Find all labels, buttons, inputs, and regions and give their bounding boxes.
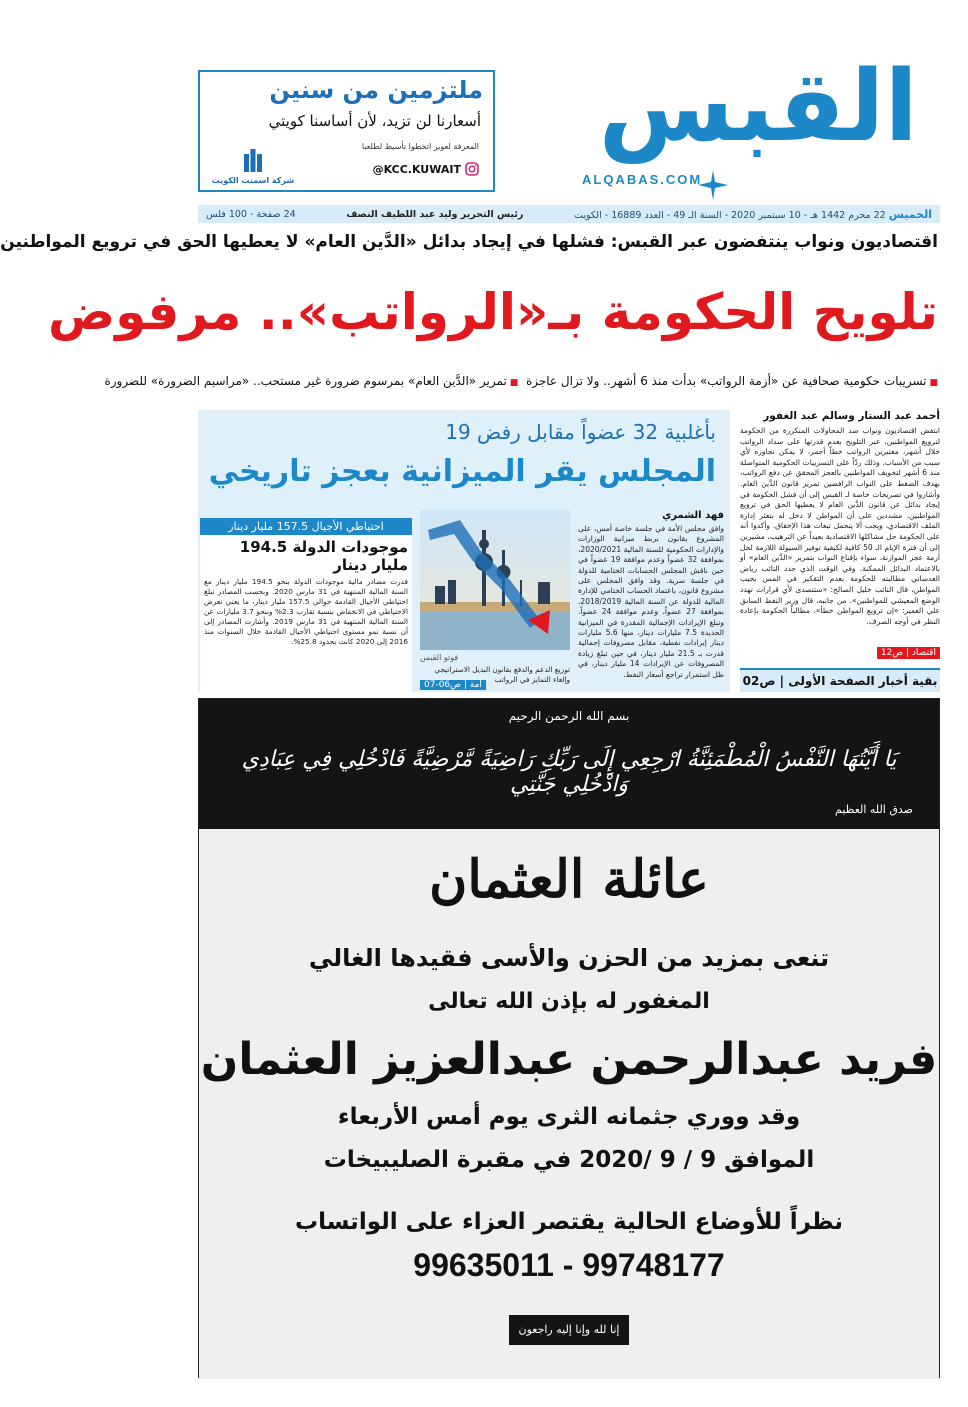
ad-headline: ملتزمين من سنين (269, 76, 483, 104)
lead-article[interactable] (740, 410, 940, 692)
inset-title: موجودات الدولة 194.5 مليار دينار (239, 538, 408, 574)
ad-subline: أسعارنا لن تزيد، لأن أساسنا كويتي (268, 112, 481, 130)
feature-deck[interactable]: المجلس يقر الميزانية بعجز تاريخي (208, 454, 716, 489)
obituary-line-1: تنعى بمزيد من الحزن والأسى فقيدها الغالي (308, 944, 830, 972)
kuwait-towers-illustration (420, 510, 570, 650)
lead-byline: أحمد عبد الستار وسالم عبد الغفور (763, 410, 940, 422)
issue-day: الخميس (888, 207, 932, 221)
obituary-notice (198, 698, 940, 1378)
main-headline[interactable]: تلويح الحكومة بـ«الرواتب».. مرفوض (47, 283, 938, 341)
family-name: عائلة العثمان (429, 849, 709, 910)
newspaper-logo (578, 52, 918, 192)
feature-lower-text: توزيع الدعم والدفع بقانون البديل الاستراتيجي وإلغاء التمايز في الرواتب (434, 665, 570, 684)
obituary-line-3: وقد ووري جثمانه الثرى يوم أمس الأربعاء (337, 1104, 801, 1130)
feature-byline: فهد الشمري (662, 510, 724, 521)
photo-credit: فوتو القبس (420, 653, 459, 662)
lead-section-tag[interactable]: اقتصاد | ص12 (877, 647, 940, 659)
ad-company-name: شركة اسمنت الكويت (211, 176, 295, 185)
sadaq-allah: صدق الله العظيم (835, 803, 913, 816)
feature-article (578, 510, 724, 694)
basmala: بسم الله الرحمن الرحيم (508, 709, 630, 723)
site-domain: ALQABAS.COM (582, 172, 703, 187)
ad-note: المعرفة لعوير اتخطوا تأسيط لطلعبا (361, 142, 479, 151)
deceased-name: فريد عبدالرحمن عبدالعزيز العثمان (200, 1034, 938, 1085)
feature-sub-deck: بأغلبية 32 عضواً مقابل رفض 19 (445, 420, 716, 444)
issue-date (574, 208, 932, 221)
feature-page-ref[interactable]: أمة | ص06-07 (420, 680, 486, 690)
feature-article-text: وافق مجلس الأمة في جلسة خاصة أمس، على المشروع بقانون بربط ميزانية الوزارات والإدارات الحكومية للسنة المالية 2020/2021، بموافقة 32 عضواً وعدم موافقة 19 عضواً في حين ناقش المجلس الحسابات الختامية للدولة في جلسة سرية. وقد وافق المجلس على مشروع قانون، باعتماد الحساب الختامي للإدارة المالية للدولة عن السنة المالية 2018/2019، بموافقة 27 عضواً، وعدم موافقة 24 عضواً. وتبلغ الإيرادات الإجمالية المقدرة في الميزانية الجديدة 7.5 مليارات دينار، منها 5.6 مليارات دينار إيرادات نفطية، مقابل مصروفات إجمالية قدرت بـ 21.5 مليار دينار، في حين تبلغ زيادة المصروفات عن الإيرادات 14 مليار دينار، في ظل استمرار تراجع أسعار النفط. (578, 524, 724, 679)
state-assets-inset[interactable] (200, 518, 412, 692)
inset-tag: احتياطي الأجيال 157.5 مليار دينار (200, 518, 412, 535)
inna-lillah-plaque: إنا لله وإنا إليه راجعون (509, 1315, 629, 1345)
bullet-square-icon: ■ (509, 378, 519, 388)
logo-wordmark: القبس (598, 50, 918, 164)
ad-company (210, 146, 296, 185)
instagram-icon (465, 162, 479, 176)
ad-handle-text: @KCC.KUWAIT (372, 162, 461, 176)
parliament-feature[interactable] (198, 410, 730, 692)
obituary-body (199, 829, 939, 1379)
editor-in-chief: رئيس التحرير وليد عبد اللطيف النصف (346, 208, 524, 220)
headline-bullets (104, 374, 938, 388)
company-logo-icon (238, 146, 268, 174)
quran-verse: يَا أَيَّتُهَا النَّفْسُ الْمُطْمَئِنَّةُ ارْجِعِي إِلَى رَبِّكِ رَاضِيَةً مَّرْضِيَّةً فَادْخُلِي فِي عِبَادِي وَادْخُلِي جَنَّتِي (241, 747, 897, 797)
starburst-icon (698, 170, 728, 200)
ad-instagram-handle[interactable] (373, 162, 479, 176)
inset-text: قدرت مصادر مالية موجودات الدولة بنحو 194.5 مليار دينار مع السنة المالية المنتهية في 31 مارس 2020. وبحسب المصادر تبلغ احتياطي الأجيال القادمة حوالي 157.5 مليار دينار، ما يعني تعرض الاحتياطي في الانخفاض بنسبة تقارب 2.3% وبنحو 3.7 مليارات عن السنة المالية المنتهية في 31 مارس 2019. وأشارت المصادر إلى أن نسبة نمو مستوى احتياطي الأجيال القادمة خلال السنوات منذ 2016 إلى 2020 كانت بحدود 25.8%. (204, 577, 409, 646)
bullet-item: تسريبات حكومية صحافية عن «أزمة الرواتب» بدأت منذ 6 أشهر.. ولا تزال عاجزة (525, 374, 927, 388)
obituary-line-2: المغفور له بإذن الله تعالى (428, 989, 710, 1014)
advertisement[interactable] (198, 70, 495, 192)
bullet-square-icon: ■ (929, 378, 938, 388)
obituary-header (199, 699, 939, 829)
issue-info-strip (198, 205, 940, 223)
kuwait-towers-photo (420, 510, 570, 650)
front-page-body (198, 402, 940, 692)
lead-article-text: انتفض اقتصاديون ونواب ضد المحاولات المتكررة من الحكومة لترويع المواطنين، عبر التلويح بعدم قدرتها على سداد الرواتب خلال أشهر، معتبرين الرواتب خطاً أحمر، لا يمكن تجاوزه لأي سبب من الأسباب. وذلك ردّاً على التسريبات الحكومية المتواصلة منذ 6 أشهر لتخويف المواطنين بالعجز المحقق عن دفع الرواتب، بهدف الضغط على النواب الرافضين تمرير قانون الدَّين العام. وأشاروا في تصريحات خاصة لـ القبس إلى أن فشل الحكومة في إيجاد بدائل عن قانون الدَّين العام لا يعطيها الحق في ترويع المواطنين، مشددين على أن المواطن لا دخل له بتعثر إدارة الملف الاقتصادي، ويجب ألا يتحمل تبعات هذا الإخفاق. وأكدوا أنه على الحكومة حل مشاكلها الاقتصادية بعيداً عن الترهيب، مشيرين إلى أن فترة الإيام الـ 50 كافية لكيفية توفير السيولة اللازمة لحل أزمة عجز الموازنة، سواء بإقناع النواب بتمرير «الدَّين العام» أو بالاعتماد البدائل الممكنة. وفي الوقت الذي جدد النائب رياض العدساني مطالبته للحكومة بعدم التفكير في المس بجيب المواطن، قال النائب خليل الصالح: «ستتصدى لأي قرارات تهدد الوضع المعيشي للمواطنين». من جانبه، قال وزير النفط السابق علي العمير: «إن ترويع المواطن خطأ»، مطالباً الحكومة بإعادة النظر في أوجه الصرف. (740, 426, 940, 626)
bullet-item: تمرير «الدَّين العام» بمرسوم ضرورة غير مستحب.. «مراسيم الضرورة» للضرورة (104, 374, 507, 388)
continue-box[interactable]: بقية أخبار الصفحة الأولى | ص02 (740, 668, 940, 692)
issue-date-text: 22 محرم 1442 هـ - 10 سبتمبر 2020 - السنة الـ 49 - العدد 16889 - الكويت (574, 209, 886, 221)
obituary-line-5: نظراً للأوضاع الحالية يقتصر العزاء على الواتساب (295, 1209, 843, 1235)
masthead (168, 0, 968, 205)
pages-price: 24 صفحة - 100 فلس (206, 208, 296, 220)
obituary-line-4: الموافق 9 / 9 /2020 في مقبرة الصليبيخات (323, 1147, 815, 1173)
condolence-phones[interactable]: 99635011 - 99748177 (413, 1247, 725, 1283)
kicker-headline: اقتصاديون ونواب ينتفضون عبر القبس: فشلها في إيجاد بدائل «الدَّين العام» لا يعطيها الحق في ترويع المواطنين (0, 232, 938, 252)
